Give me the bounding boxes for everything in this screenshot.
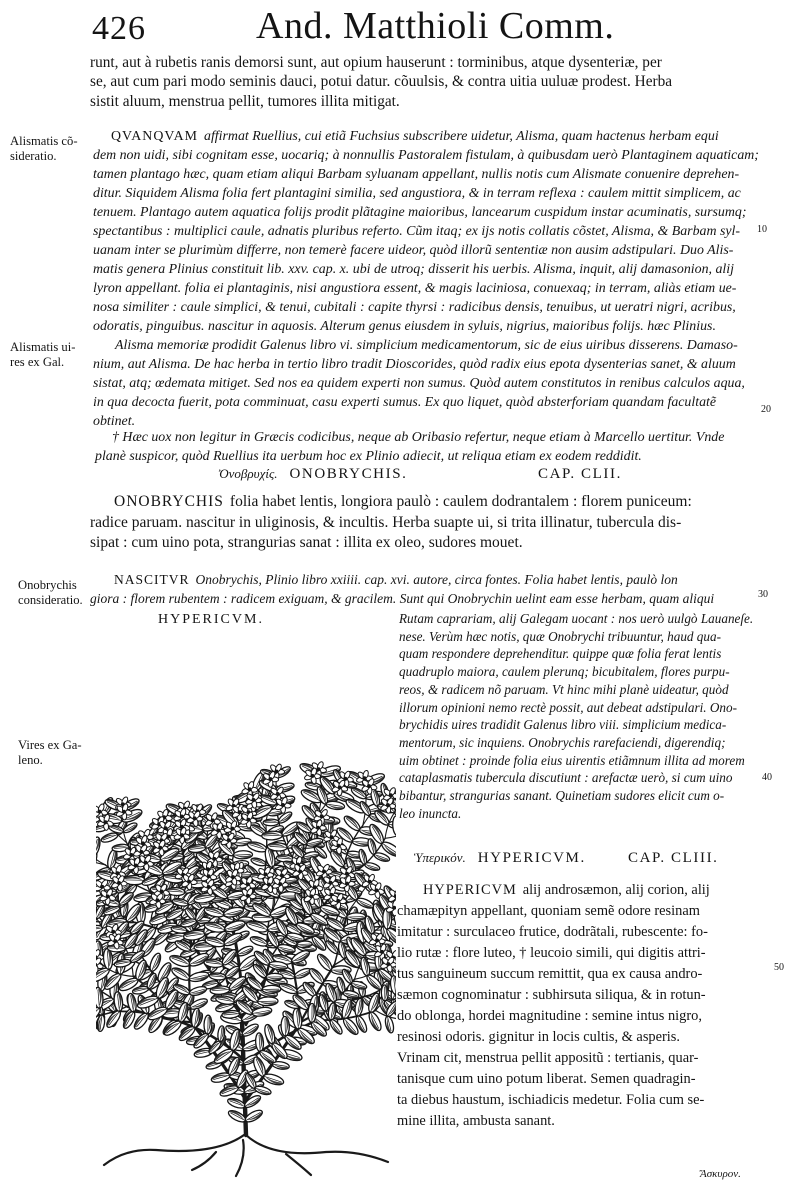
text-line: sistit aluum, menstrua pellit, tumores illita mitigat. bbox=[90, 92, 400, 110]
leaf bbox=[126, 993, 137, 1013]
text-line: in qua decocta fuerit, pota comminuat, casu experti sumus. Ex quo liquet, quòd absterforiam quandam facultatẽ bbox=[93, 395, 717, 410]
text-line: quadruplo maiora, caulem plerunq; bicubitalem, flores purpu- bbox=[399, 664, 730, 680]
text-line: do oblonga, hordei magnitudine : semine intus nigro, bbox=[397, 1008, 702, 1024]
text-line: nium, aut Alisma. De hac herba in tertio libro tradit Dioscorides, quòd radix eius epota dysenterias sanet, & aluum bbox=[93, 357, 736, 372]
line-number: 40 bbox=[762, 772, 772, 783]
text-line: QVANQVAM affirmat Ruellius, cui etiã Fuchsius subscribere uidetur, Alisma, quam hactenus herbam equi bbox=[111, 129, 719, 144]
text-line: Vrinam cit, menstrua pellit appositũ : tertianis, quar- bbox=[397, 1050, 699, 1066]
leaf bbox=[364, 861, 381, 872]
text-line: Alisma memoriæ prodidit Galenus libro vi. simplicium medicamentorum, sic de eius uiribus disserens. Damaso- bbox=[115, 338, 738, 353]
greek-title: Ὑπερικόν. bbox=[414, 850, 466, 865]
chapter-number: CAP. CLII. bbox=[538, 466, 622, 482]
initial-word: HYPERICVM bbox=[423, 882, 517, 898]
text-line: planè suspicor, quòd Ruellius ita uerbum hoc ex Plinio adiecit, ut reliqua etiam ex eodem reddidit. bbox=[95, 449, 642, 464]
text-line: resinosi odoris. gignitur in locis cultis, & asperis. bbox=[397, 1029, 680, 1045]
text-line: illorum opinioni nemo rectè possit, aut debeat adstipulari. Ono- bbox=[399, 699, 737, 715]
text-line: tanisque cum uino potum liberat. Semen quadragin- bbox=[397, 1071, 696, 1087]
leaf bbox=[262, 831, 283, 841]
leaf bbox=[96, 1014, 105, 1031]
leaf bbox=[233, 850, 252, 859]
text-line: matis genera Plinius constituit lib. xxv. cap. x. ubi de utroq; disserit his uerbis. Alisma, inquit, alij damasonion, alij bbox=[93, 262, 734, 277]
text-line: ditur. Siquidem Alisma folia fert plantagini similia, sed angustiora, & in terram reflexa : caulem mittit simplicem, ac bbox=[93, 186, 741, 201]
leaf bbox=[266, 973, 283, 981]
leaf bbox=[267, 842, 287, 851]
initial-word: ONOBRYCHIS bbox=[114, 493, 224, 510]
text-line: tenuem. Plantago autem aquatica folijs prodit plãtagine maioribus, lancearum cuspidum instar acuminatis, sursumq; bbox=[93, 205, 747, 220]
text-line: cataplasmatis tubercula discutiunt : arefactæ uerò, si cum uino bbox=[399, 770, 733, 786]
leaf bbox=[293, 967, 312, 981]
text-line: reos, & radicem nõ paruam. Vt hinc mihi planè uideatur, quòd bbox=[399, 681, 729, 697]
text-line: sistat, atq; œdemata mitiget. Sed nos ea quidem experti non sumus. Quòd autem constitutos in renibus calculos aqua, bbox=[93, 376, 745, 391]
text-line: obtinet. bbox=[93, 414, 136, 429]
text-line: † Hæc uox non legitur in Græcis codicibus, neque ab Oribasio refertur, neque etiam à Marcello uertitur. Vnde bbox=[112, 430, 725, 445]
leaf bbox=[262, 1072, 285, 1087]
leaf bbox=[326, 800, 346, 811]
chapter-heading-hypericum bbox=[414, 850, 586, 867]
line-number: 20 bbox=[761, 404, 771, 415]
alisma-commentary bbox=[93, 127, 759, 431]
text-line: mentorum, sic inquiens. Onobrychis rarefaciendi, digerendiq; bbox=[399, 734, 726, 750]
text-line: chamæpityn appellant, quoniam semẽ odore resinam bbox=[397, 903, 700, 919]
leaf bbox=[342, 989, 359, 999]
chapter-heading-onobrychis bbox=[218, 466, 408, 483]
text-line: runt, aut à rubetis ranis demorsi sunt, aut opium hauserunt : torminibus, atque dysenteriæ, per bbox=[90, 54, 662, 71]
text-line: spectantibus : multiplici caule, adnatis pluribus refertо. Cũm itaq; ex ijs notis collatis cõstet, Alisma, & Barbam syl- bbox=[93, 224, 741, 239]
text-line: nese. Verùm hæc notis, quæ Onobrychi tribuuntur, haud qua- bbox=[399, 628, 721, 644]
text-line: HYPERICVM alij androsæmon, alij corion, alij bbox=[423, 882, 710, 898]
text-line: lyron appellant. folia ei plantaginis, nisi angustiora essent, & magis laciniosa, conuexaq; in terram, aliàs etiam ue- bbox=[93, 281, 737, 296]
text-line: odoratis, pinguibus. nascitur in aquosis. Alterum genus eiusdem in syluis, nigrius, maioribus folijs. hæc Plinius. bbox=[93, 319, 716, 334]
initial-word: NASCITVR bbox=[114, 572, 190, 587]
text-line: mine illita, ambusta sanant. bbox=[397, 1113, 555, 1129]
page-number: 426 bbox=[92, 10, 146, 47]
text-line: dem non uidi, sibi cognitam esse, uocariq; à nonnullis Pastoralem fistulam, à quibusdam uerò Plantaginem aquaticam; bbox=[93, 148, 759, 163]
leaf bbox=[257, 997, 278, 1006]
initial-word: QVANQVAM bbox=[111, 129, 198, 144]
text-line: bibantur, strangurias sanant. Quinetiam sudores elicit cum o- bbox=[399, 788, 725, 804]
text-line: uim obtinet : proinde folia eius uirentis etiãmnum illita ad morem bbox=[399, 752, 745, 768]
text-line: leo inuncta. bbox=[399, 805, 462, 821]
onobrychis-commentary bbox=[90, 570, 715, 608]
onobrychis-commentary-column bbox=[399, 610, 753, 822]
text-line: imitatur : surculaceo frutice, dodrãtali, rubescente: fo- bbox=[397, 924, 708, 940]
leaf bbox=[355, 896, 374, 910]
figure-caption: HYPERICVM. bbox=[158, 612, 264, 627]
text-line: nosa similiter : caule simplici, & tenui, cubitali : capite thyrsi : radicibus densis, tenuibus, ut ueratri nigri, acribus, bbox=[93, 300, 736, 315]
leaf bbox=[347, 913, 366, 921]
leaf bbox=[254, 1085, 272, 1096]
leaf bbox=[262, 985, 281, 993]
text-line: Rutam caprariam, alij Galegam uocant : nos uerò uulgò Lauaneſe. bbox=[399, 611, 754, 626]
text-line: uanam inter se plurimùm differre, non temerè facere uideor, quòd illorũ sententiæ non ausim adstipulari. Duo Alis- bbox=[93, 243, 734, 258]
text-line: se, aut cum pari modo seminis dauci, potui datur. cõuulsis, & contra uitia uuluæ prodest. Herba bbox=[90, 73, 673, 91]
root bbox=[236, 1140, 244, 1176]
text-line: sipat : cum uino pota, strangurias sanat : illita ex oleo, sudores mouet. bbox=[90, 534, 523, 551]
margin-note-alisma-consideratio: Alismatis cõ- sideratio. bbox=[10, 134, 78, 163]
text-line: ta diebus haustum, ischiadicis medetur. Folia cum se- bbox=[397, 1092, 705, 1108]
leaf bbox=[249, 935, 269, 948]
hypericum-woodcut-illustration bbox=[96, 630, 396, 1178]
text-line: NASCITVR Onobrychis, Plinio libro xxiiii. cap. xvi. autore, circa fontes. Folia habet lentis, paulò lon bbox=[114, 572, 678, 587]
text-line: radice paruam. nascitur in uliginosis, & incultis. Herba suapte ui, si trita illinatur, tubercula dis- bbox=[90, 513, 682, 531]
line-number: 30 bbox=[758, 589, 768, 600]
running-title: And. Matthioli Comm. bbox=[256, 5, 615, 47]
text-line: quam respondere deprehenditur. quippe quæ folia ferat lentis bbox=[399, 646, 722, 662]
root bbox=[246, 1135, 388, 1162]
plant-drawing bbox=[96, 630, 396, 1178]
catchword: Ἄσκυρον. bbox=[700, 1168, 741, 1180]
text-line: sæmon cognominatur : subhirsuta siliqua, & in rotun- bbox=[397, 987, 706, 1003]
chapter-title: HYPERICVM. bbox=[477, 850, 586, 866]
onobrychis-text bbox=[90, 492, 692, 554]
leaf bbox=[263, 819, 279, 826]
root bbox=[286, 1154, 311, 1175]
leaf bbox=[381, 985, 388, 1001]
leaf bbox=[392, 816, 396, 837]
leaf bbox=[250, 857, 267, 868]
text-line: tus sanguineum succum remittit, qua ex causa andro- bbox=[397, 966, 703, 982]
leaf bbox=[255, 1033, 264, 1052]
text-line: brychidis uires tradidit Galenus libro viii. simplicium medica- bbox=[399, 717, 727, 733]
margin-note-alisma-vires: Alismatis ui- res ex Gal. bbox=[10, 340, 76, 369]
line-number: 10 bbox=[757, 224, 767, 235]
line-number: 50 bbox=[774, 962, 784, 973]
chapter-title: ONOBRYCHIS. bbox=[289, 466, 408, 482]
text-line: tamen plantago hæc, quam etiam aliqui Barbam syluanam appellant, nullis notis cum Alismate conuenire deprehen- bbox=[93, 167, 740, 182]
text-line: lio rutæ : flore luteo, † leucoio simili, qui digitis attri- bbox=[397, 945, 706, 961]
margin-note-onobrychis-consideratio: Onobrychis consideratio. bbox=[18, 578, 83, 607]
margin-note-onobrychis-vires: Vires ex Ga- leno. bbox=[18, 738, 82, 767]
leaf bbox=[204, 1015, 212, 1034]
leaf bbox=[188, 970, 209, 983]
chapter-number: CAP. CLIII. bbox=[628, 850, 719, 866]
root bbox=[104, 1135, 244, 1165]
leaf bbox=[281, 1016, 290, 1036]
leaf bbox=[263, 1023, 277, 1044]
text-line: giora : florem rubentem : radicem exiguam, & gracilem. Sunt qui Onobrychin uelint eam esse herbam, quam aliqui bbox=[90, 591, 715, 606]
greek-title: Ὀνοβρυχίς. bbox=[218, 466, 278, 481]
leaf bbox=[308, 1003, 316, 1022]
root bbox=[192, 1152, 216, 1170]
editorial-note bbox=[95, 428, 725, 466]
hypericum-text bbox=[397, 880, 710, 1132]
text-line: ONOBRYCHIS folia habet lentis, longiora paulò : caulem dodrantalem : florem puniceum: bbox=[114, 493, 692, 510]
leaf bbox=[210, 1071, 231, 1084]
leaf bbox=[188, 985, 207, 997]
continuation-text bbox=[90, 53, 672, 111]
